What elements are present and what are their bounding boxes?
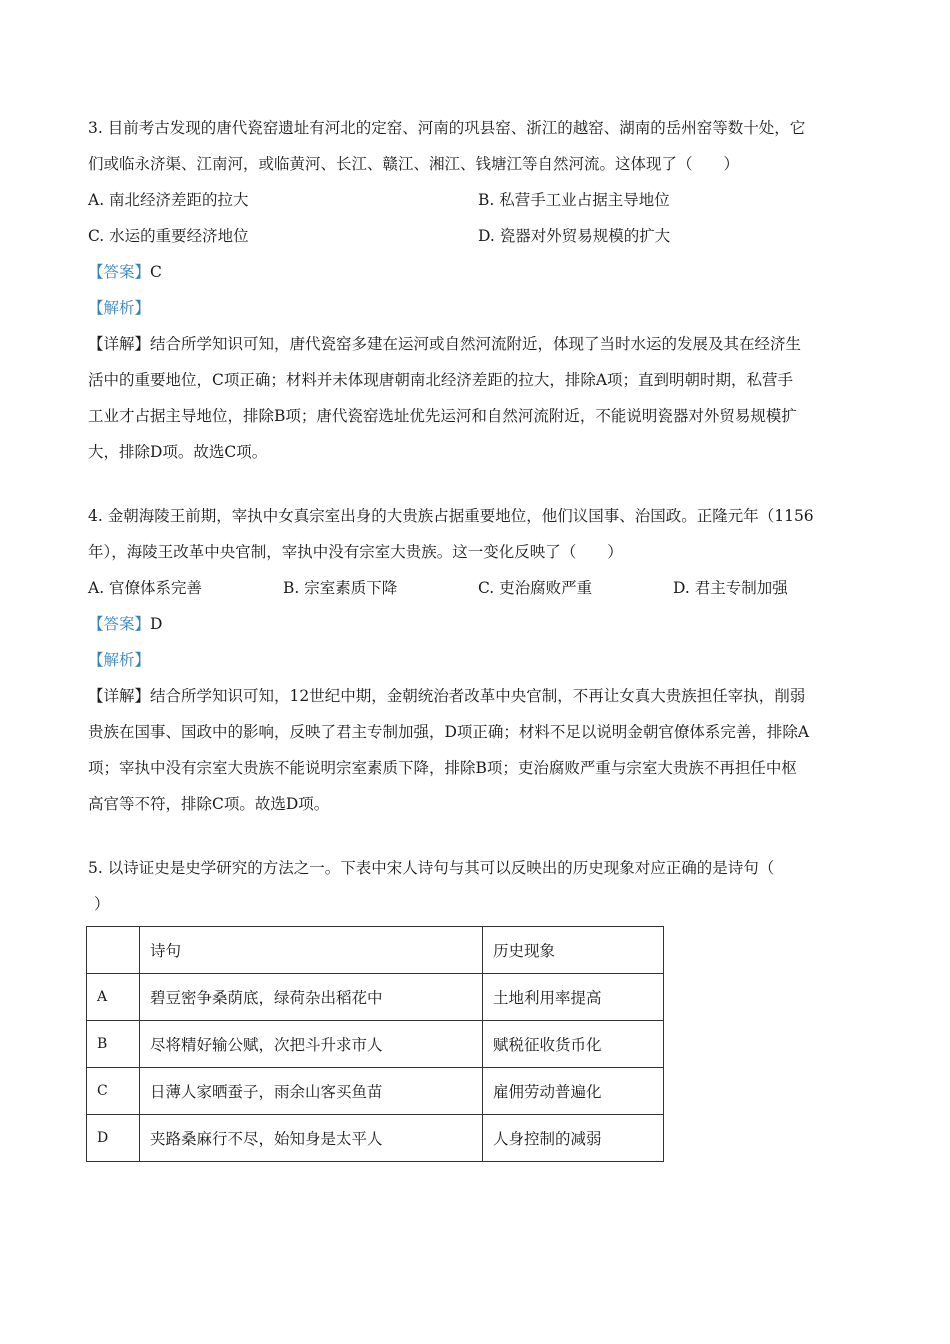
table-cell: B [87,1021,140,1068]
option-d: D. 瓷器对外贸易规模的扩大 [478,227,671,245]
table-row [87,974,664,1021]
table-header-cell: 历史现象 [483,927,664,974]
option-d: D. 君主专制加强 [673,579,788,597]
table-cell: 日薄人家晒蚕子，雨余山客买鱼苗 [140,1068,483,1115]
table-cell: 尽将精好输公赋，次把斗升求市人 [140,1021,483,1068]
table-row [87,1115,664,1162]
answer-line [88,606,868,642]
detail-line: 项；宰执中没有宗室大贵族不能说明宗室素质下降，排除B项；吏治腐败严重与宗室大贵族不再担任中枢 [88,759,797,777]
option-b: B. 私营手工业占据主导地位 [478,191,670,209]
question-stem-line: 4. 金朝海陵王前期，宰执中女真宗室出身的大贵族占据重要地位，他们议国事、治国政。正隆元年（1156 [88,507,814,525]
detail-tag: 【详解】 [88,687,151,705]
analysis-line [88,290,868,326]
detail-line: 大，排除D项。故选C项。 [88,443,268,461]
detail-line [88,326,868,362]
detail-text: 结合所学知识可知，12世纪中期，金朝统治者改革中央官制，不再让女真大贵族担任宰执，削弱 [150,687,806,705]
detail-text: 结合所学知识可知，唐代瓷窑多建在运河或自然河流附近，体现了当时水运的发展及其在经济生 [150,335,802,353]
table-row [87,1068,664,1115]
table-cell: C [87,1068,140,1115]
analysis-line [88,642,868,678]
table-cell: 人身控制的减弱 [483,1115,664,1162]
detail-tag: 【详解】 [88,335,151,353]
answer-tag: 【答案】 [88,263,151,281]
option-a: A. 南北经济差距的拉大 [88,191,249,209]
table-header-cell [87,927,140,974]
option-c: C. 吏治腐败严重 [478,579,593,597]
question-3 [88,110,868,470]
table-cell: 夹路桑麻行不尽，始知身是太平人 [140,1115,483,1162]
table-cell: 雇佣劳动普遍化 [483,1068,664,1115]
analysis-tag: 【解析】 [88,651,151,669]
option-b: B. 宗室素质下降 [283,579,398,597]
question-5 [88,850,868,1162]
table-cell: 碧豆密争桑荫底，绿荷杂出稻花中 [140,974,483,1021]
detail-line: 高官等不符，排除C项。故选D项。 [88,795,330,813]
question-stem-line: ） [94,895,110,913]
answer-line [88,254,868,290]
table-header-cell: 诗句 [140,927,483,974]
table-cell: 赋税征收货币化 [483,1021,664,1068]
question-stem-line: 们或临永济渠、江南河，或临黄河、长江、赣江、湘江、钱塘江等自然河流。这体现了（ ） [88,155,740,173]
document-page [88,110,868,1190]
question-4 [88,498,868,822]
answer-value: D [150,615,163,633]
detail-line: 活中的重要地位，C项正确；材料并未体现唐朝南北经济差距的拉大，排除A项；直到明朝时期，私营手 [88,371,794,389]
answer-value: C [150,263,162,281]
detail-line: 工业才占据主导地位，排除B项；唐代瓷窑选址优先运河和自然河流附近，不能说明瓷器对外贸易规模扩 [88,407,797,425]
table-cell: A [87,974,140,1021]
table-header-row [87,927,664,974]
options-row [88,182,868,218]
table-row [87,1021,664,1068]
detail-line: 贵族在国事、国政中的影响，反映了君主专制加强，D项正确；材料不足以说明金朝官僚体系完善，排除A [88,723,810,741]
question-stem-line: 5. 以诗证史是史学研究的方法之一。下表中宋人诗句与其可以反映出的历史现象对应正确的是诗句（ [88,859,775,877]
question-stem-line: 年），海陵王改革中央官制，宰执中没有宗室大贵族。这一变化反映了（ ） [88,543,623,561]
option-a: A. 官僚体系完善 [88,579,203,597]
table-cell: D [87,1115,140,1162]
detail-line [88,678,868,714]
answer-tag: 【答案】 [88,615,151,633]
analysis-tag: 【解析】 [88,299,151,317]
options-row [88,570,868,606]
question-stem-line: 3. 目前考古发现的唐代瓷窑遗址有河北的定窑、河南的巩县窑、浙江的越窑、湖南的岳州窑等数十处，它 [88,119,806,137]
poem-table [86,926,664,1162]
options-row [88,218,868,254]
option-c: C. 水运的重要经济地位 [88,227,249,245]
table-cell: 土地利用率提高 [483,974,664,1021]
